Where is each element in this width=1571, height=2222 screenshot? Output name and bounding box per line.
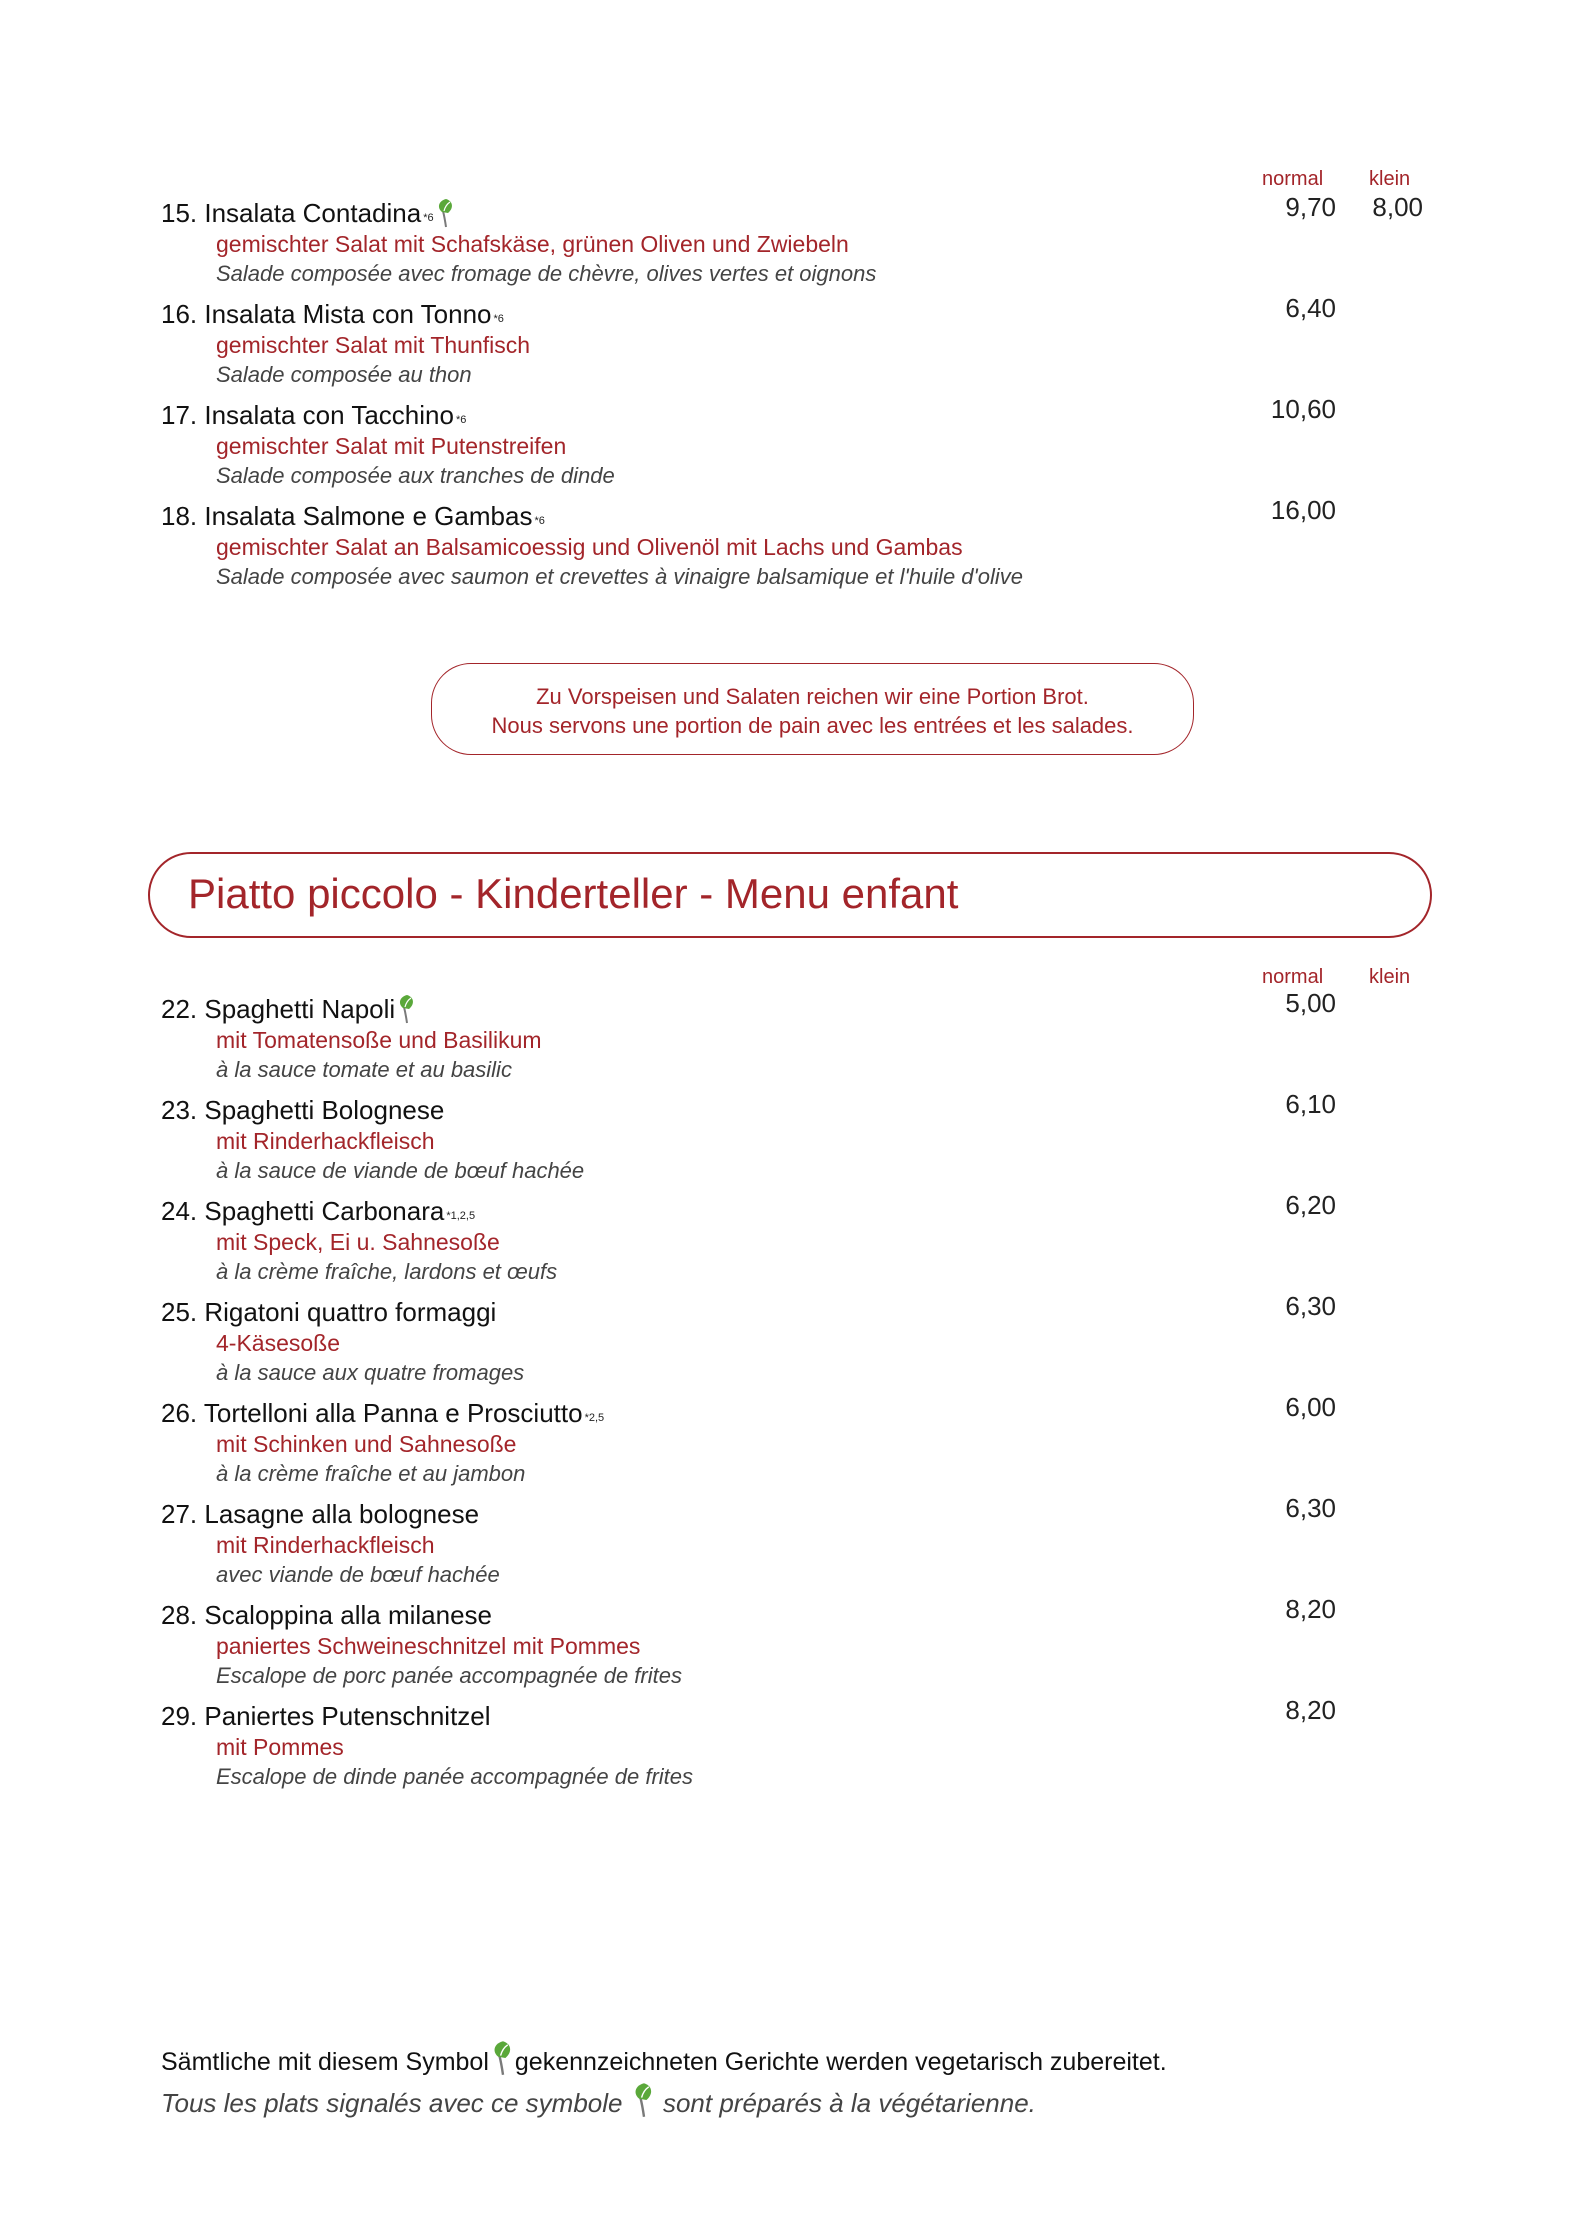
menu-item: [161, 293, 1431, 391]
menu-item: [161, 988, 1431, 1086]
item-name-wrap: [161, 501, 545, 532]
column-header-small: klein: [1369, 168, 1411, 190]
item-name-wrap: [161, 1095, 444, 1126]
price-normal: 9,70: [1285, 192, 1336, 222]
price-normal: 6,10: [1285, 1089, 1336, 1119]
price-normal: 5,00: [1285, 988, 1336, 1018]
item-description-fr: à la sauce aux quatre fromages: [216, 1360, 525, 1385]
item-description-fr: à la crème fraîche, lardons et œufs: [216, 1259, 558, 1284]
item-name: 24. Spaghetti Carbonara: [161, 1196, 445, 1226]
item-description-fr: avec viande de bœuf hachée: [216, 1562, 500, 1587]
allergen-note: *6: [493, 313, 504, 325]
bread-notice-fr: Nous servons une portion de pain avec les entrées et les salades.: [491, 713, 1134, 738]
legend-text: sont préparés à la végétarienne.: [662, 2088, 1036, 2118]
item-name: 15. Insalata Contadina: [161, 198, 422, 228]
item-description-fr: Salade composée avec fromage de chèvre, olives vertes et oignons: [216, 261, 877, 286]
price-normal: 6,20: [1285, 1190, 1336, 1220]
column-header-normal: normal: [1262, 966, 1324, 988]
price-normal: 6,00: [1285, 1392, 1336, 1422]
item-description-fr: Salade composée avec saumon et crevettes à vinaigre balsamique et l'huile d'olive: [216, 564, 1023, 589]
menu-item: [161, 1493, 1431, 1591]
item-description-fr: à la crème fraîche et au jambon: [216, 1461, 526, 1486]
item-name: 16. Insalata Mista con Tonno: [161, 299, 492, 329]
legend-text: Tous les plats signalés avec ce symbole: [161, 2088, 623, 2118]
item-name: 22. Spaghetti Napoli: [161, 994, 396, 1024]
item-name-wrap: [161, 1196, 475, 1227]
price-normal: 16,00: [1270, 495, 1336, 525]
menu-item: [161, 1291, 1431, 1389]
item-name-wrap: [161, 1701, 491, 1732]
item-description-fr: Salade composée aux tranches de dinde: [216, 463, 615, 488]
item-description-fr: Salade composée au thon: [216, 362, 472, 387]
item-description-de: mit Rinderhackfleisch: [216, 1532, 435, 1558]
item-name-wrap: [161, 400, 466, 431]
item-name: 26. Tortelloni alla Panna e Prosciutto: [161, 1398, 583, 1428]
item-name: 27. Lasagne alla bolognese: [161, 1499, 480, 1529]
item-name: 23. Spaghetti Bolognese: [161, 1095, 445, 1125]
item-name: 17. Insalata con Tacchino: [161, 400, 454, 430]
item-description-de: gemischter Salat mit Schafskäse, grünen Oliven und Zwiebeln: [216, 231, 849, 257]
item-name-wrap: [161, 994, 417, 1025]
menu-item: [161, 495, 1431, 593]
price-normal: 8,20: [1285, 1695, 1336, 1725]
price-small: 8,00: [1372, 192, 1423, 222]
item-description-de: mit Tomatensoße und Basilikum: [216, 1027, 542, 1053]
item-name: 25. Rigatoni quattro formaggi: [161, 1297, 497, 1327]
column-header-small: klein: [1369, 966, 1411, 988]
vegetarian-icon: [632, 2082, 656, 2118]
item-name-wrap: [161, 299, 504, 330]
item-description-de: mit Speck, Ei u. Sahnesoße: [216, 1229, 500, 1255]
item-description-de: mit Rinderhackfleisch: [216, 1128, 435, 1154]
item-name-wrap: [161, 1297, 496, 1328]
item-description-de: gemischter Salat mit Thunfisch: [216, 332, 531, 358]
price-normal: 10,60: [1270, 394, 1336, 424]
vegetarian-icon: [397, 994, 417, 1024]
legend-text: gekennzeichneten Gerichte werden vegetarisch zubereitet.: [514, 2048, 1167, 2076]
menu-item: [161, 1190, 1431, 1288]
item-name-wrap: [161, 1398, 604, 1429]
allergen-note: *2,5: [584, 1412, 605, 1424]
item-name: 28. Scaloppina alla milanese: [161, 1600, 492, 1630]
menu-item: [161, 192, 1431, 290]
allergen-note: *6: [455, 414, 467, 426]
menu-item: [161, 394, 1431, 492]
item-description-de: gemischter Salat an Balsamicoessig und Olivenöl mit Lachs und Gambas: [216, 534, 963, 560]
allergen-note: *6: [534, 515, 545, 527]
item-description-de: mit Schinken und Sahnesoße: [216, 1431, 517, 1457]
price-normal: 6,40: [1285, 293, 1336, 323]
item-description-fr: à la sauce de viande de bœuf hachée: [216, 1158, 585, 1183]
price-normal: 6,30: [1285, 1291, 1336, 1321]
menu-item: [161, 1089, 1431, 1187]
vegetarian-icon: [436, 198, 456, 228]
item-name-wrap: [161, 1600, 492, 1631]
menu-item: [161, 1392, 1431, 1490]
column-header-normal: normal: [1262, 168, 1324, 190]
item-description-de: 4-Käsesoße: [216, 1330, 341, 1356]
price-normal: 8,20: [1285, 1594, 1336, 1624]
item-description-fr: à la sauce tomate et au basilic: [216, 1057, 512, 1082]
vegetarian-legend-de: [161, 2040, 1167, 2077]
item-name-wrap: [161, 1499, 479, 1530]
allergen-note: *1,2,5: [446, 1210, 476, 1222]
item-name: 18. Insalata Salmone e Gambas: [161, 501, 533, 531]
item-description-fr: Escalope de dinde panée accompagnée de frites: [216, 1764, 694, 1789]
menu-item: [161, 1594, 1431, 1692]
vegetarian-legend-fr: [161, 2082, 1036, 2119]
bread-notice: [431, 663, 1194, 755]
item-description-de: gemischter Salat mit Putenstreifen: [216, 433, 567, 459]
item-description-fr: Escalope de porc panée accompagnée de frites: [216, 1663, 682, 1688]
item-name: 29. Paniertes Putenschnitzel: [161, 1701, 491, 1731]
section-header: [148, 852, 1432, 938]
section-title: Piatto piccolo - Kinderteller - Menu enfant: [188, 870, 959, 917]
item-description-de: paniertes Schweineschnitzel mit Pommes: [216, 1633, 641, 1659]
menu-item: [161, 1695, 1431, 1793]
item-name-wrap: [161, 198, 456, 229]
vegetarian-icon: [491, 2040, 515, 2076]
item-description-de: mit Pommes: [216, 1734, 344, 1760]
price-normal: 6,30: [1285, 1493, 1336, 1523]
allergen-note: *6: [423, 212, 434, 224]
bread-notice-de: Zu Vorspeisen und Salaten reichen wir eine Portion Brot.: [536, 684, 1089, 709]
legend-text: Sämtliche mit diesem Symbol: [161, 2048, 489, 2076]
